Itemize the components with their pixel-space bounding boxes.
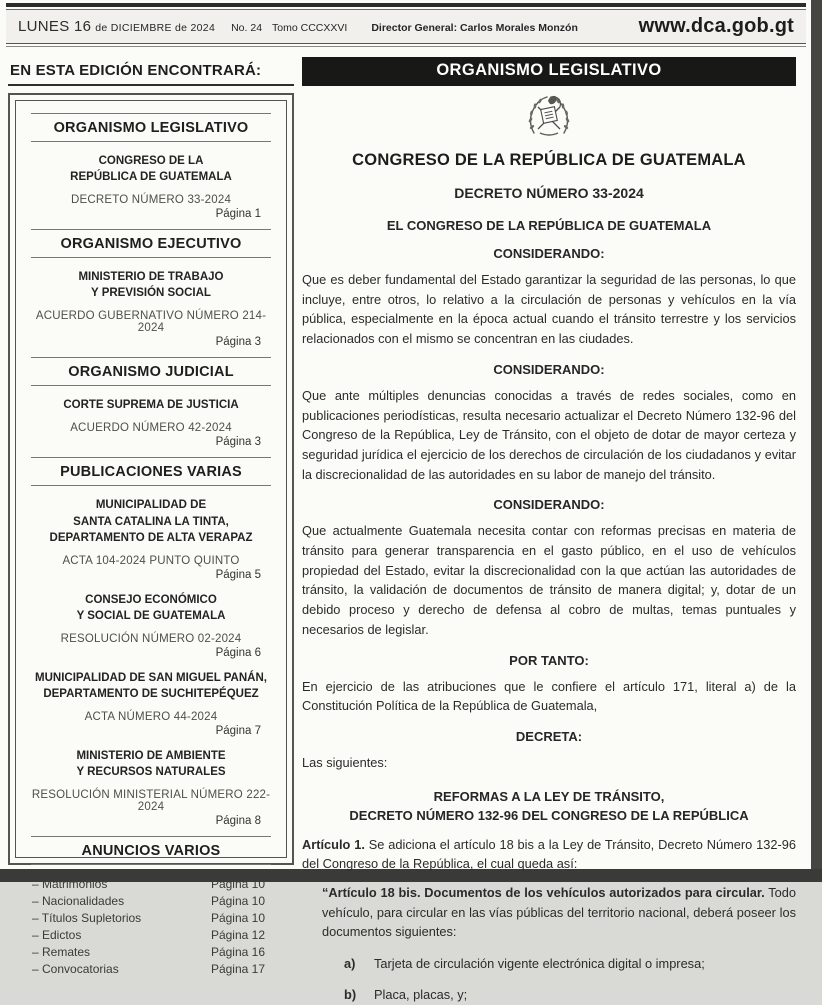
- toc-org-line: CONGRESO DE LA: [98, 155, 204, 167]
- website-url: www.dca.gob.gt: [638, 15, 794, 37]
- toc-entry-doc: RESOLUCIÓN NÚMERO 02-2024: [60, 632, 242, 645]
- toc-anuncios-list: [25, 875, 277, 977]
- toc-entry-page: Página 5: [215, 568, 261, 581]
- article-18bis-paragraph: [322, 883, 796, 942]
- toc-entry-doc: RESOLUCIÓN MINISTERIAL NÚMERO 222-2024: [31, 789, 271, 814]
- toc-entry: [25, 497, 277, 580]
- article-1-label: Artículo 1.: [302, 836, 365, 852]
- toc-org-line: Y PREVISIÓN SOCIAL: [91, 287, 211, 300]
- article-18bis-text: Todo vehículo, para circular en las vías públicas del territorio nacional, deberá poseer los documentos siguientes:: [322, 885, 797, 940]
- las-siguientes-line: Las siguientes:: [302, 754, 388, 770]
- toc-entry: [25, 153, 277, 220]
- toc-entry-org: [25, 497, 277, 545]
- toc-entry-org: [25, 153, 277, 185]
- decree-issuer: EL CONGRESO DE LA REPÚBLICA DE GUATEMALA: [386, 218, 712, 233]
- toc-entry: [25, 592, 277, 659]
- article-1-text: Se adiciona el artículo 18 bis a la Ley de Tránsito, Decreto Número 132-96 del Congreso de la República, el cual queda así:: [302, 836, 796, 872]
- toc-org-line: Y RECURSOS NATURALES: [76, 766, 226, 779]
- toc-list-label: – Nacionalidades: [32, 893, 125, 908]
- reforms-title-line2: DECRETO NÚMERO 132-96 DEL CONGRESO DE LA REPÚBLICA: [349, 808, 749, 824]
- toc-section-title-legislativo: ORGANISMO LEGISLATIVO: [31, 113, 271, 142]
- toc-list-page: Página 16: [210, 944, 265, 959]
- item-text: Tarjeta de circulación vigente electrónica digital o impresa;: [374, 956, 705, 972]
- toc-entry-org: [25, 269, 277, 301]
- toc-entry-org: [25, 670, 277, 702]
- considerando-paragraph: Que actualmente Guatemala necesita contar con reformas precisas en materia de tránsito para generar transparencia en el gasto público, en el uso de vehículos propiedad del Estado, evitar la discrecionalidad con la que actúan las autoridades de tránsito, la validación de documentos de tránsito de manera digital; y, dotar de un debido proceso y derecho de defensa al cobro de multas, temas puntuales y necesarios de legislar.: [302, 523, 796, 637]
- decree-number: DECRETO NÚMERO 33-2024: [454, 185, 644, 201]
- toc-list-item: [25, 960, 277, 977]
- considerando-paragraph: Que ante múltiples denuncias conocidas a través de redes sociales, como en publicaciones periodísticas, resulta necesario actualizar el Decreto Número 132-96 del Congreso de la República, Ley de Tránsito, con el objeto de dotar de mayor certeza y seguridad jurídica el ejercicio de los derechos de circulación de los ciudadanos y evitar la discrecionalidad de las autoridades en su labor de manejo del tránsito.: [302, 387, 796, 482]
- toc-entry-org: [25, 592, 277, 624]
- toc-list-item: [25, 875, 277, 892]
- toc-entry-page: Página 3: [215, 436, 261, 449]
- toc-org-line: MINISTERIO DE TRABAJO: [78, 271, 224, 284]
- toc-entry-doc: ACTA 104-2024 PUNTO QUINTO: [62, 554, 240, 567]
- masthead-band: [6, 9, 806, 44]
- item-letter: b): [344, 987, 357, 1003]
- toc-entry-page: Página 1: [215, 208, 261, 221]
- issue-number: No. 24: [231, 22, 263, 34]
- issue-day: LUNES 16: [18, 18, 92, 35]
- toc-entry-doc: ACUERDO GUBERNATIVO NÚMERO 214-2024: [35, 310, 267, 335]
- toc-list-page: Página 17: [210, 961, 265, 976]
- considerando-label: CONSIDERANDO:: [493, 246, 605, 261]
- item-letter: a): [344, 956, 356, 972]
- toc-org-line: Y SOCIAL DE GUATEMALA: [76, 609, 226, 622]
- toc-box-inner: [15, 100, 287, 976]
- toc-entry-page: Página 6: [215, 646, 261, 659]
- por-tanto-paragraph: En ejercicio de las atribuciones que le confiere el artículo 171, literal a) de la Constitución Política de la República de Guatemala,: [302, 678, 796, 714]
- coat-of-arms-icon: [302, 93, 796, 141]
- issue-date: de DICIEMBRE de 2024: [95, 22, 216, 34]
- toc-heading: EN ESTA EDICIÓN ENCONTRARÁ:: [8, 62, 294, 86]
- toc-sidebar: [8, 62, 294, 976]
- toc-box: [8, 93, 294, 976]
- list-item-a: [344, 954, 796, 973]
- toc-section-title-ejecutivo: ORGANISMO EJECUTIVO: [31, 229, 271, 258]
- director-line: Director General: Carlos Morales Monzón: [371, 22, 578, 34]
- congress-title: CONGRESO DE LA REPÚBLICA DE GUATEMALA: [352, 151, 746, 169]
- masthead-rule: [6, 46, 806, 47]
- toc-list-label: – Edictos: [32, 927, 82, 942]
- toc-entry: [25, 670, 277, 737]
- masthead-issue-info: [18, 18, 578, 35]
- toc-org-line: DEPARTAMENTO DE SUCHITEPÉQUEZ: [43, 688, 259, 701]
- toc-list-item: [25, 909, 277, 926]
- toc-section-title-anuncios: ANUNCIOS VARIOS: [31, 836, 271, 865]
- toc-entry-org: [25, 397, 277, 413]
- considerando-paragraph: Que es deber fundamental del Estado garantizar la seguridad de las personas, lo que incluye, entre otros, lo relativo a la circulación de personas y vehículos en la vía pública, especialmente en la época actual cuando el tránsito terrestre y los servicios relacionados con el mismo se concentran en las ciudades.: [302, 272, 796, 347]
- toc-org-line: DEPARTAMENTO DE ALTA VERAPAZ: [49, 531, 253, 544]
- toc-section-title-judicial: ORGANISMO JUDICIAL: [31, 357, 271, 386]
- toc-org-line: SANTA CATALINA LA TINTA,: [73, 515, 229, 528]
- reforms-title-line1: REFORMAS A LA LEY DE TRÁNSITO,: [433, 788, 665, 804]
- issue-tome: Tomo CCCXXVI: [272, 22, 348, 34]
- toc-entry-doc: DECRETO NÚMERO 33-2024: [70, 194, 232, 207]
- toc-org-line: REPÚBLICA DE GUATEMALA: [70, 171, 232, 184]
- toc-list-label: – Remates: [32, 944, 91, 959]
- toc-list-page: Página 10: [210, 910, 265, 925]
- toc-org-line: CONSEJO ECONÓMICO: [85, 593, 217, 606]
- toc-list-label: – Títulos Supletorios: [32, 910, 142, 925]
- toc-entry-page: Página 8: [215, 815, 261, 828]
- article-1-paragraph: [302, 835, 796, 874]
- toc-org-line: MUNICIPALIDAD DE SAN MIGUEL PANÁN,: [35, 671, 267, 684]
- toc-list-page: Página 12: [210, 927, 265, 942]
- toc-list-item: [25, 892, 277, 909]
- toc-entry: [25, 269, 277, 348]
- toc-org-line: MINISTERIO DE AMBIENTE: [76, 750, 226, 763]
- por-tanto-label: POR TANTO:: [509, 652, 589, 668]
- scan-edge-right: [811, 0, 822, 882]
- toc-entry: [25, 748, 277, 827]
- list-item-b: [344, 985, 796, 1004]
- toc-org-line: MUNICIPALIDAD DE: [95, 499, 207, 512]
- toc-entry-org: [25, 748, 277, 780]
- toc-entry: [25, 397, 277, 448]
- article-18bis-label: “Artículo 18 bis. Documentos de los vehículos autorizados para circular.: [322, 885, 765, 901]
- item-text: Placa, placas, y;: [374, 987, 468, 1003]
- toc-entry-page: Página 3: [215, 336, 261, 349]
- toc-entry-doc: ACUERDO NÚMERO 42-2024: [70, 422, 232, 435]
- toc-list-page: Página 10: [210, 893, 265, 908]
- decree-column: [302, 57, 796, 1005]
- toc-list-item: [25, 926, 277, 943]
- considerando-label: CONSIDERANDO:: [493, 497, 605, 513]
- considerando-label: CONSIDERANDO:: [493, 361, 605, 377]
- toc-list-item: [25, 943, 277, 960]
- masthead: [6, 3, 806, 47]
- toc-entry-page: Página 7: [215, 725, 261, 738]
- decreta-label: DECRETA:: [515, 728, 583, 744]
- toc-list-label: – Matrimonios: [32, 876, 108, 891]
- reforms-title: [302, 787, 796, 826]
- toc-org-line: CORTE SUPREMA DE JUSTICIA: [63, 399, 239, 412]
- toc-section-title-publicaciones: PUBLICACIONES VARIAS: [31, 457, 271, 486]
- toc-list-page: Página 10: [210, 876, 265, 891]
- toc-list-label: – Convocatorias: [32, 961, 119, 976]
- toc-entry-doc: ACTA NÚMERO 44-2024: [84, 711, 218, 724]
- section-banner: ORGANISMO LEGISLATIVO: [302, 57, 796, 86]
